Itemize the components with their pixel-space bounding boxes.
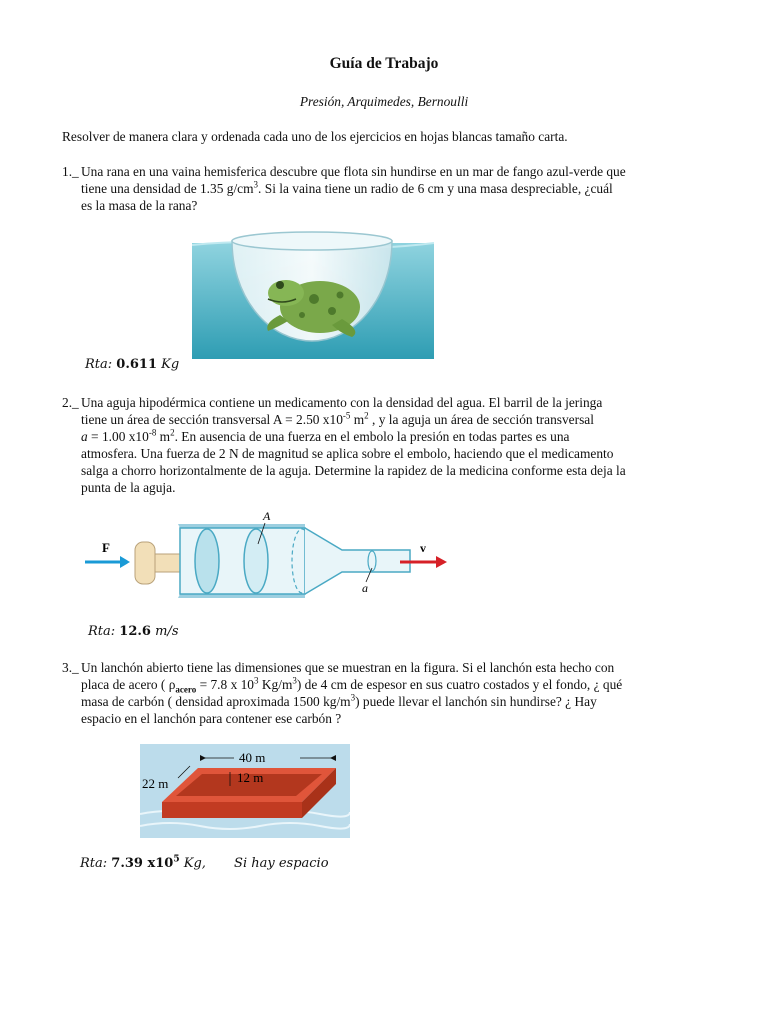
problem-number: 2._: [62, 395, 79, 410]
problem-text: tiene un área de sección transversal A = 2.50 $x10^{-5}$ $m^2$ , y la aguja un área de sección transversal: [81, 410, 594, 427]
problem-text: placa de acero ( $\rho_{acero} = 7.8$ x $10^3$ $Kg/m^3$) de 4 cm de espesor en sus cuatro costados y el fondo, ¿ qué: [81, 675, 623, 695]
problem-number: 3._: [62, 660, 79, 675]
problem-text: espacio en el lanchón para contener ese carbón ?: [81, 711, 342, 726]
velocity-arrow-icon: [436, 556, 447, 568]
force-arrow-icon: [120, 556, 130, 568]
problem-text: es la masa de la rana?: [81, 198, 198, 213]
problem-text: salga a chorro horizontalmente de la aguja. Determine la rapidez de la medicina conforme esta deja la: [81, 463, 626, 478]
problem-text: masa de carbón ( densidad aproximada 1500 $kg/m^3$) puede llevar el lanchón sin hundirse? ¿ Hay: [81, 692, 597, 709]
svg-text:40 m: 40 m: [239, 750, 266, 765]
problem-text: Una rana en una vaina hemisferica descubre que flota sin hundirse en un mar de fango azul-verde que: [81, 164, 626, 179]
problem-text: tiene una densidad de 1.35 $g/cm^3$. Si la vaina tiene un radio de 6 cm y una masa despreciable, ¿cuál: [81, 179, 613, 196]
svg-text:A: A: [263, 509, 271, 523]
problem-text: Un lanchón abierto tiene las dimensiones que se muestran en la figura. Si el lanchón esta hecho con: [81, 660, 615, 675]
problem-text: atmosfera. Una fuerza de 2 N de magnitud se aplica sobre el embolo, haciendo que el medicamento: [81, 446, 614, 461]
answer-2: Rta: 12.6 m/s: [88, 624, 179, 639]
problem-text: Una aguja hipodérmica contiene un medicamento con la densidad del agua. El barril de la jeringa: [81, 395, 603, 410]
page-title: Guía de Trabajo: [329, 55, 439, 72]
answer-3: Rta: 7.39 $x10^5$ Kg, Si hay espacio: [80, 854, 329, 871]
syringe-figure: [80, 504, 455, 604]
problem-1: [62, 163, 702, 214]
frog-float-figure: [192, 219, 434, 359]
problem-text: a = 1.00 $x10^{-8}$ $m^2$. En ausencia de una fuerza en el embolo la presión en todas partes es una: [81, 427, 570, 444]
problem-text: punta de la aguja.: [81, 480, 176, 495]
barge-figure: [140, 744, 350, 838]
force-label: F: [102, 540, 110, 555]
problem-number: 1._: [62, 164, 79, 179]
problem-3: [62, 659, 702, 727]
svg-text:12 m: 12 m: [237, 770, 264, 785]
svg-text:a: a: [362, 581, 368, 595]
answer-1: Rta: 0.611 Kg: [85, 357, 180, 372]
page-subtitle: Presión, Arquimedes, Bernoulli: [299, 94, 469, 109]
svg-text:22 m: 22 m: [142, 776, 169, 791]
problem-2: [62, 394, 702, 496]
intro-text: Resolver de manera clara y ordenada cada uno de los ejercicios en hojas blancas tamaño carta.: [62, 129, 568, 144]
velocity-label: v: [420, 541, 426, 555]
